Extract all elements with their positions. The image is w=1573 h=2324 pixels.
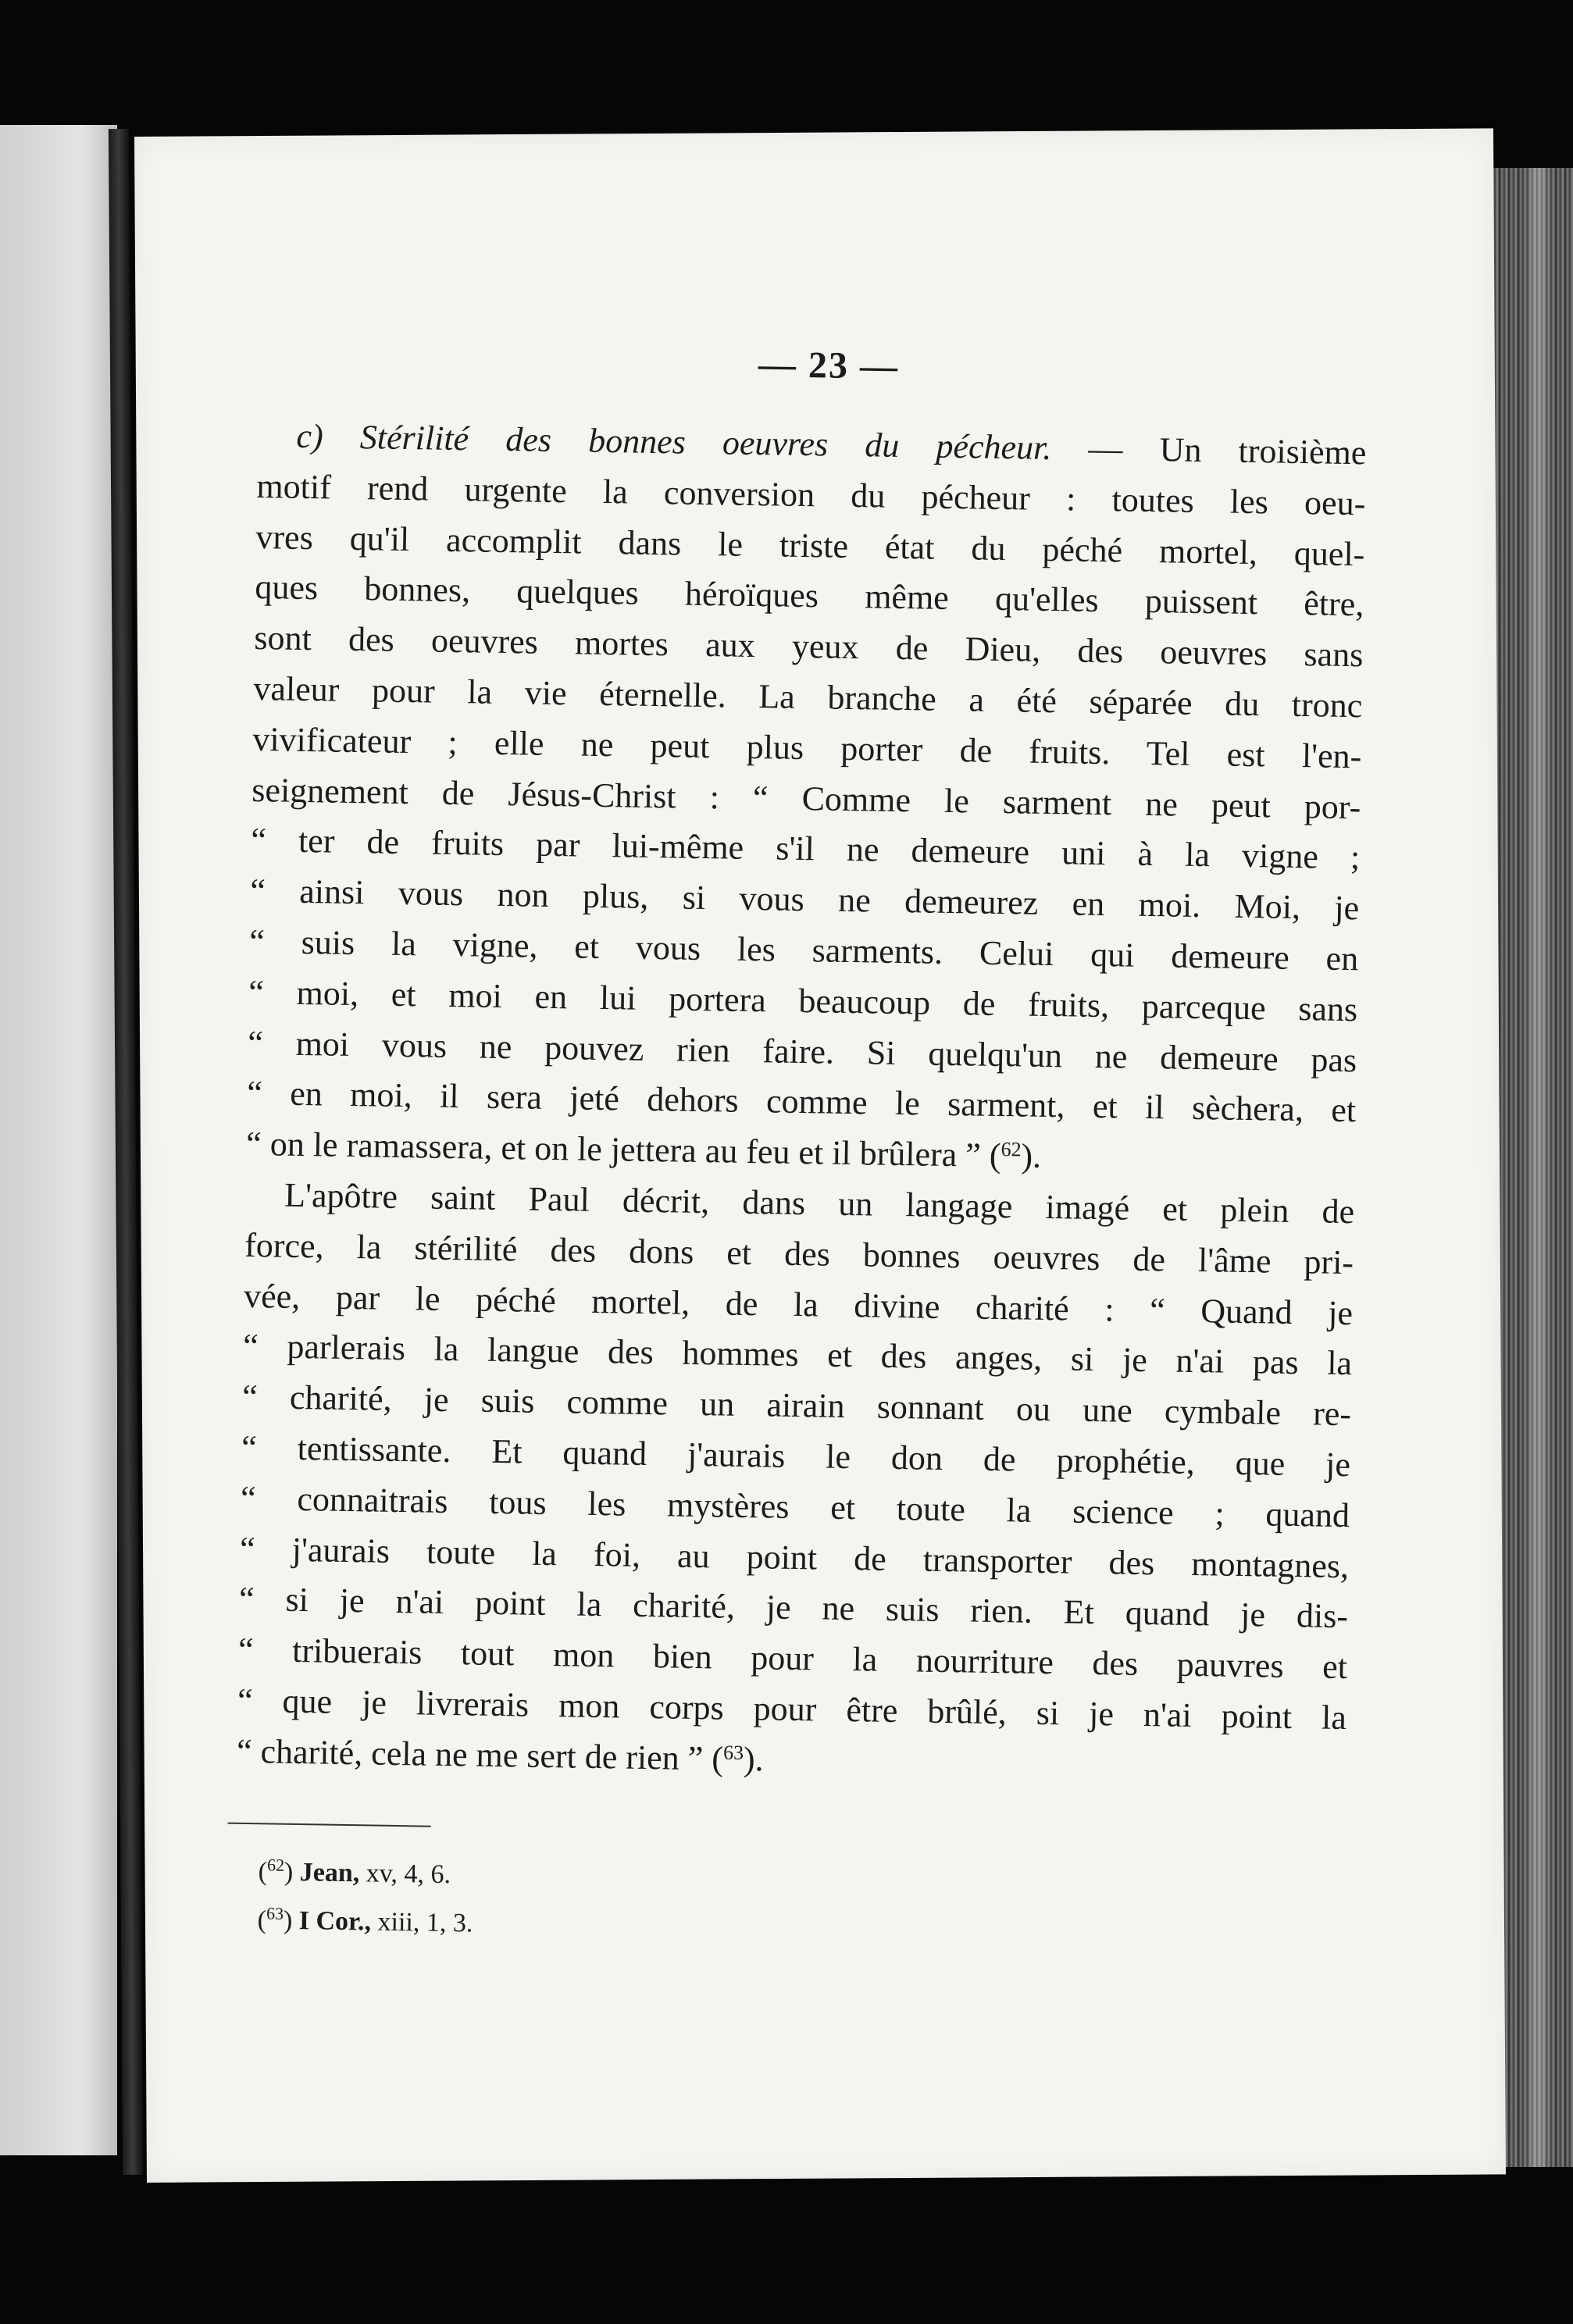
text-line: “ que je livrerais mon corps pour être brûlé, si je n'ai point la: [237, 1681, 1347, 1738]
footnote-62: ($^{62}$) Jean, xv, 4, 6.: [258, 1854, 451, 1889]
text-line: “ moi vous ne pouvez rien faire. Si quelqu'un ne demeure pas: [247, 1023, 1357, 1079]
left-page-edge: [0, 125, 117, 2155]
text-line: seignement de Jésus-Christ : “ Comme le sarment ne peut por-: [251, 770, 1361, 826]
text-line: vivificateur ; elle ne peut plus porter de fruits. Tel est l'en-: [252, 719, 1362, 776]
text-line: “ si je n'ai point la charité, je ne suis rien. Et quand je dis-: [238, 1580, 1349, 1636]
text-line: force, la stérilité des dons et des bonnes oeuvres de l'âme pri-: [244, 1225, 1354, 1281]
text-line: “ charité, je suis comme un airain sonnant ou une cymbale re-: [241, 1378, 1352, 1434]
section-heading: c) Stérilité des bonnes oeuvres du pécheur.: [296, 416, 1052, 467]
text-line: “ tentissante. Et quand j'aurais le don de prophétie, que je: [241, 1428, 1351, 1485]
text-line: “ ainsi vous non plus, si vous ne demeurez en moi. Moi, je: [249, 872, 1360, 928]
page-number: — 23 —: [758, 344, 900, 387]
text-line: “ ter de fruits par lui-même s'il ne demeure uni à la vigne ;: [251, 821, 1361, 877]
text-line: L'apôtre saint Paul décrit, dans un langage imagé et plein de: [284, 1175, 1355, 1232]
text-line: sont des oeuvres mortes aux yeux de Dieu, des oeuvres sans: [254, 618, 1364, 675]
page-edges-highlight: [1527, 168, 1550, 2167]
paragraph-sterility: [246, 411, 1367, 1187]
text-line: “ moi, et moi en lui portera beaucoup de fruits, parceque sans: [248, 972, 1358, 1028]
page-text-block: [234, 335, 1368, 1962]
text-line: “ parlerais la langue des hommes et des anges, si je n'ai pas la: [242, 1327, 1353, 1383]
text-line: “ en moi, il sera jeté dehors comme le sarment, et il sèchera, et: [246, 1074, 1357, 1130]
text-line: “ connaitrais tous les mystères et toute la science ; quand: [240, 1478, 1350, 1534]
text-line: valeur pour la vie éternelle. La branche a été séparée du tronc: [253, 668, 1363, 725]
text-line: “ suis la vigne, et vous les sarments. Celui qui demeure en: [248, 921, 1359, 978]
footnote-ref-63: 63: [722, 1741, 744, 1764]
text-line: ques bonnes, quelques héroïques même qu'elles puissent être,: [255, 568, 1364, 624]
book-page: [134, 128, 1506, 2183]
text-line: vée, par le péché mortel, de la divine charité : “ Quand je: [243, 1276, 1354, 1332]
footnote-rule: [228, 1822, 431, 1827]
text-line: “ j'aurais toute la foi, au point de transporter des montagnes,: [239, 1529, 1350, 1585]
footnote-63: ($^{63}$) I Cor., xiii, 1, 3.: [257, 1902, 473, 1938]
paragraph-saint-paul: [237, 1170, 1355, 1795]
footnote-ref-62: 62: [1001, 1138, 1022, 1161]
text-line: motif rend urgente la conversion du pécheur : toutes les oeu-: [256, 466, 1366, 523]
text-line: vres qu'il accomplit dans le triste état du péché mortel, quel-: [255, 517, 1365, 573]
text-line: c) Stérilité des bonnes oeuvres du pécheur. — Un troisième: [296, 416, 1367, 472]
text-line: “ tribuerais tout mon bien pour la nourriture des pauvres et: [237, 1630, 1348, 1687]
text-line: “ charité, cela ne me sert de rien ” ($^{63}$).: [236, 1731, 765, 1779]
text-line: “ on le ramassera, et on le jettera au feu et il brûlera ” ($^{62}$).: [245, 1125, 1042, 1176]
